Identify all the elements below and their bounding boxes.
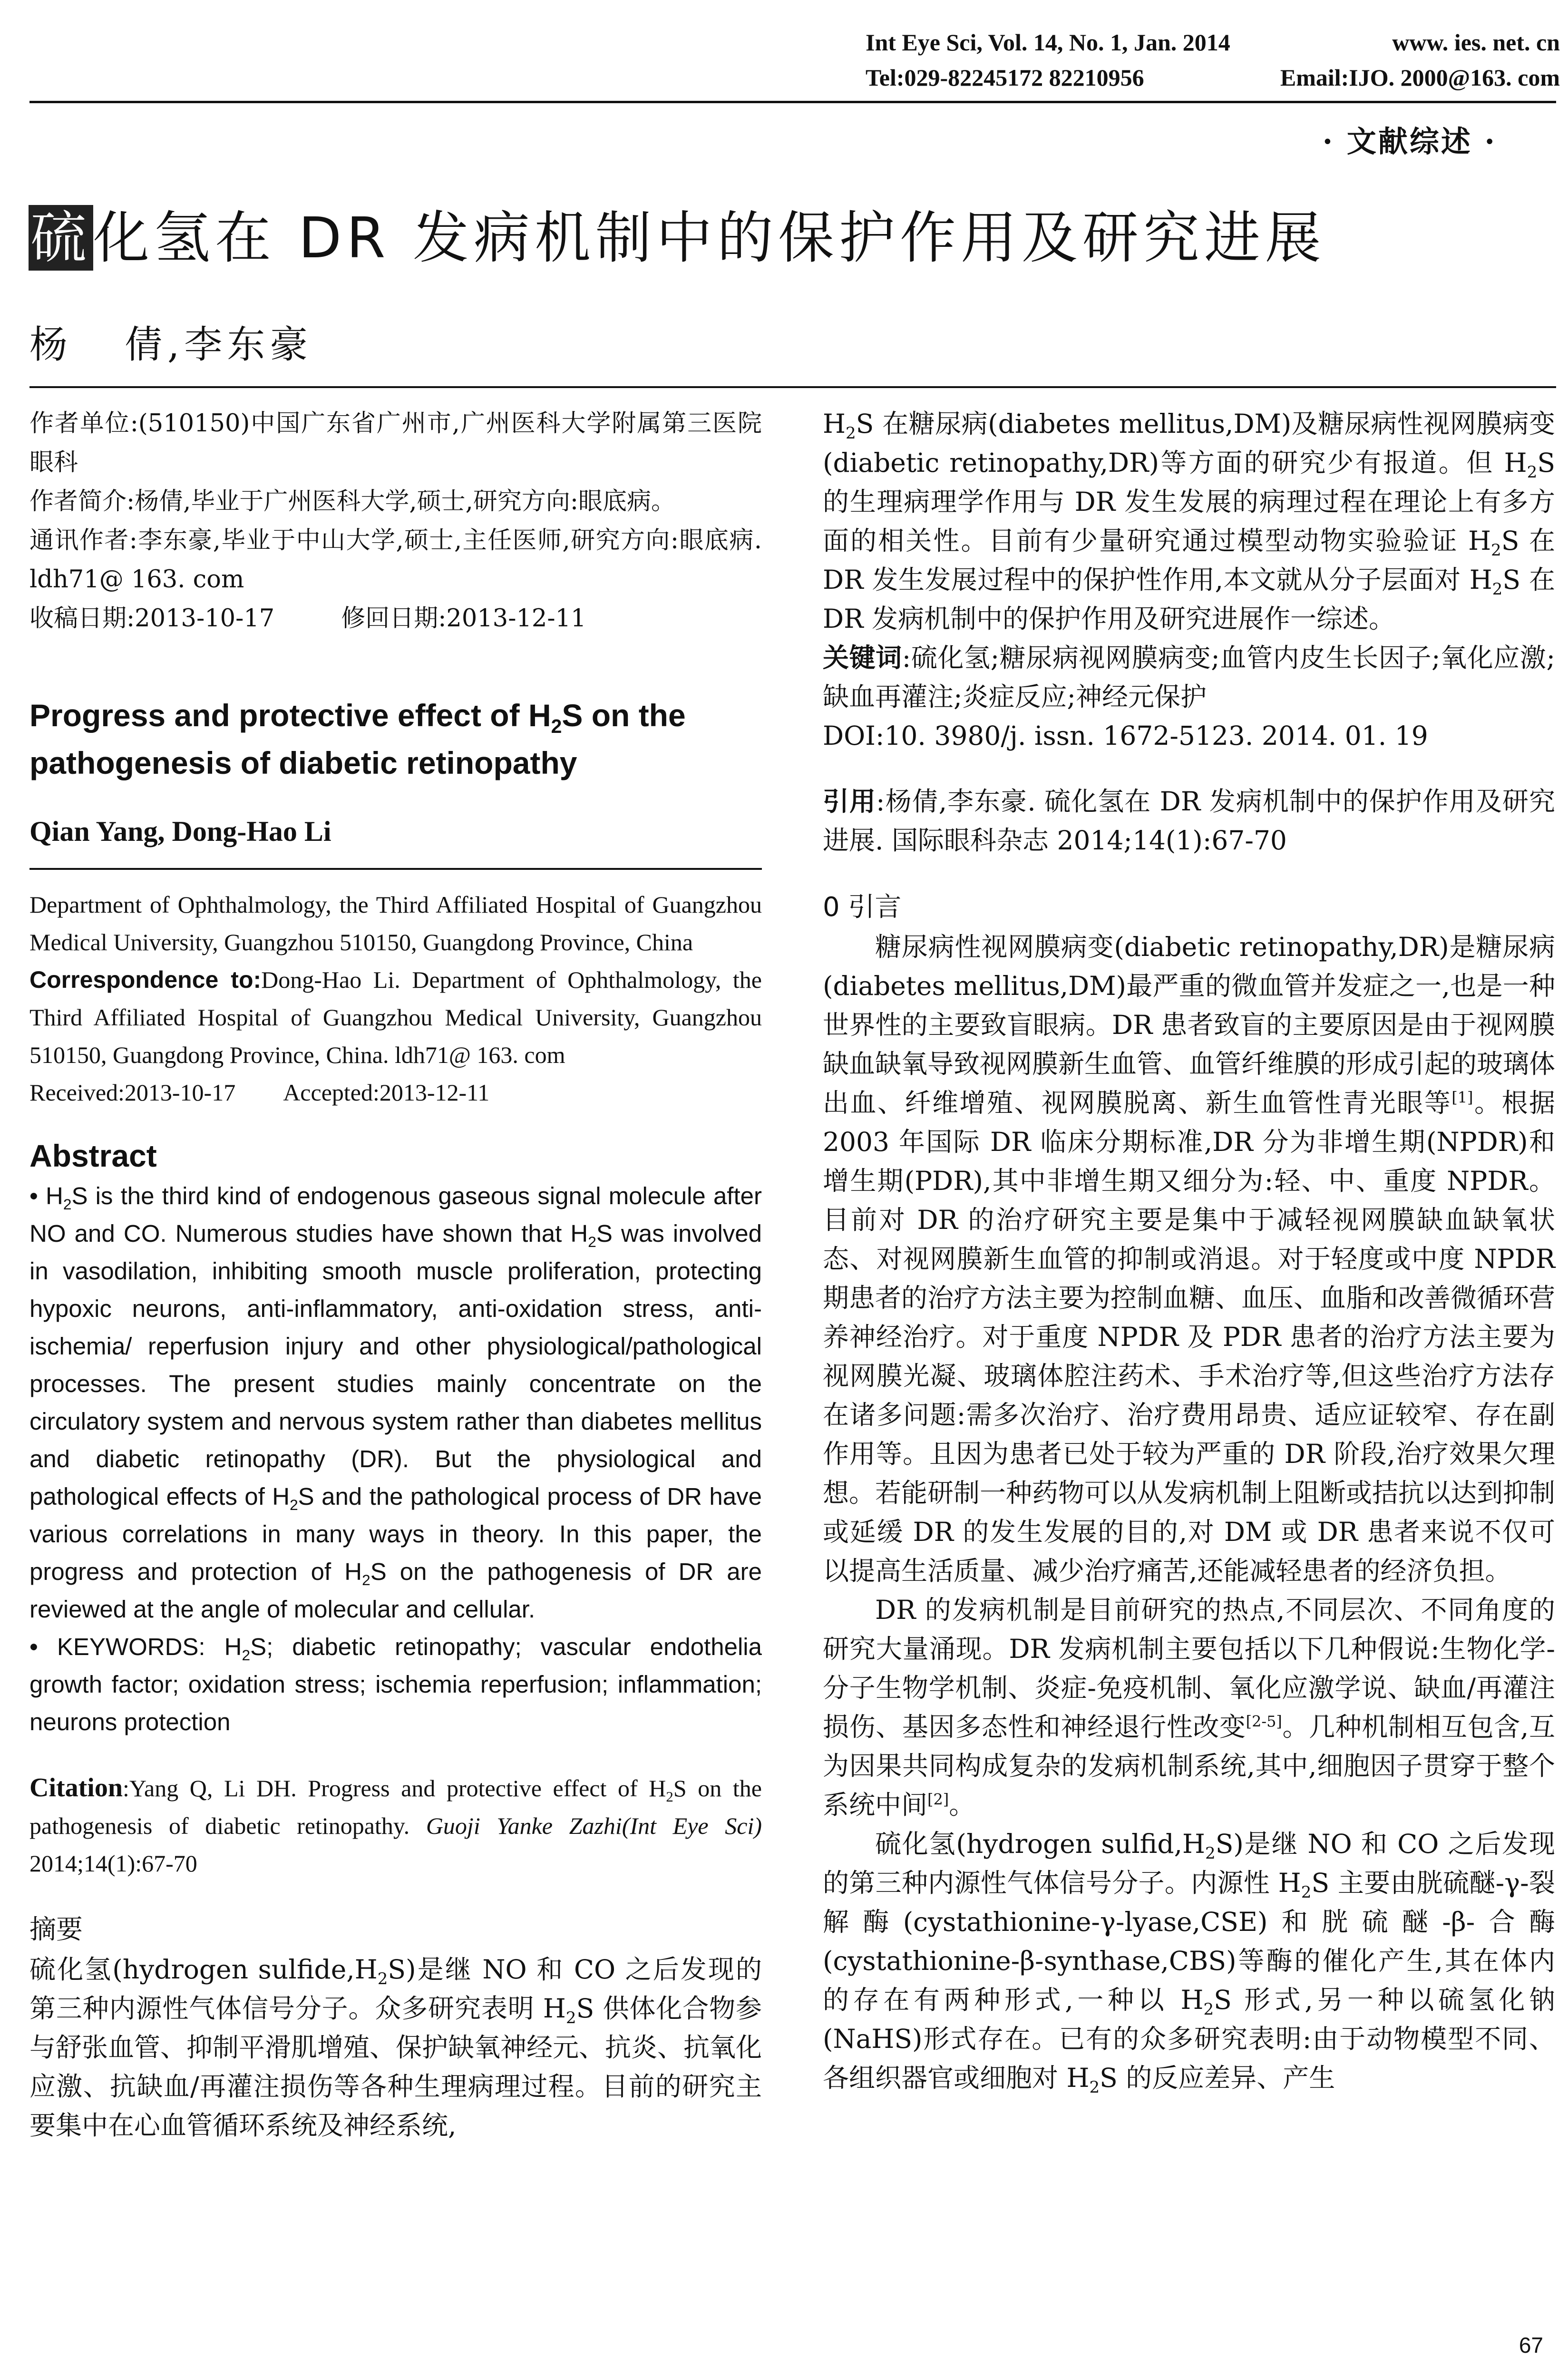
corresponding-author: 通讯作者:李东豪,毕业于中山大学,硕士,主任医师,研究方向:眼底病. ldh71@ 163. com	[29, 526, 762, 594]
keywords-label: 关键词	[823, 643, 902, 673]
running-header	[866, 25, 1560, 95]
page-number: 67	[1519, 2333, 1543, 2358]
article-title	[29, 200, 1326, 276]
zh-abstract-continued: $H_2S$ 在糖尿病(diabetes mellitus,DM)及糖尿病性视网膜病变(diabetic retinopathy,DR)等方面的研究少有报道。但 $H_2S$ 的生理病理学作用与 DR 发生发展的病理过程在理论上有多方面的相关性。目前有少量研究通过模型动物实验验证 $H_2S$ 在 DR 发生发展过程中的保护性作用,本文就从分子层面对 $H_2S$ 在 DR 发病机制中的保护作用及研究进展作一综述。	[823, 409, 1555, 634]
right-column	[823, 404, 1555, 2097]
ref-1[interactable]: [1]	[1451, 1088, 1473, 1107]
dates-en	[29, 1074, 762, 1111]
title-rest: 化氢在 DR 发病机制中的保护作用及研究进展	[93, 205, 1326, 271]
title-first-char: 硫	[29, 205, 93, 271]
intro-heading: 0 引言	[823, 892, 902, 923]
title-rule	[29, 386, 1556, 388]
left-column	[29, 404, 762, 2145]
accepted-en: Accepted:2013-12-11	[283, 1079, 490, 1106]
intro-paragraph-1: 糖尿病性视网膜病变(diabetic retinopathy,DR)是糖尿病(diabetes mellitus,DM)最严重的微血管并发症之一,也是一种世界性的主要致盲眼病。DR 患者致盲的主要原因是由于视网膜缺血缺氧导致视网膜新生血管、血管纤维膜的形成引起的玻璃体出血、纤维增殖、视网膜脱离、新生血管性青光眼等[1]。根据 2003 年国际 DR 临床分期标准,DR 分为非增生期(NPDR)和增生期(PDR),其中非增生期又细分为:轻、中、重度 NPDR。目前对 DR 的治疗研究主要是集中于减轻视网膜缺血缺氧状态、对视网膜新生血管的抑制或消退。对于轻度或中度 NPDR 期患者的治疗方法主要为控制血糖、血压、血脂和改善微循环营养神经治疗。对于重度 NPDR 及 PDR 患者的治疗方法主要为视网膜光凝、玻璃体腔注药术、手术治疗等,但这些治疗方法存在诸多问题:需多次治疗、治疗费用昂贵、适应证较窄、存在副作用等。且因为患者已处于较为严重的 DR 阶段,治疗效果欠理想。若能研制一种药物可以从发病机制上阻断或拮抗以达到抑制或延缓 DR 的发生发展的目的,对 DM 或 DR 患者来说不仅可以提高生活质量、减少治疗痛苦,还能减轻患者的经济负担。	[823, 932, 1556, 1586]
journal-website[interactable]: www. ies. net. cn	[1392, 29, 1560, 56]
affiliation: 作者单位:(510150)中国广东省广州市,广州医科大学附属第三医院眼科	[29, 409, 762, 477]
received-en: Received:2013-10-17	[29, 1079, 236, 1106]
english-affiliation	[29, 886, 762, 1111]
author-second: 倩,李东豪	[125, 322, 313, 367]
citation-zh: 引用:杨倩,李东豪. 硫化氢在 DR 发病机制中的保护作用及研究进展. 国际眼科杂志 2014;14(1):67-70	[823, 786, 1555, 856]
english-authors-rule	[29, 868, 762, 870]
english-authors: Qian Yang, Dong-Hao Li	[29, 816, 331, 847]
received-zh: 收稿日期:2013-10-17	[29, 604, 275, 633]
header-rule	[29, 101, 1556, 103]
author-info	[29, 404, 762, 638]
correspondence-en: Correspondence to:Dong-Hao Li. Department of Ophthalmology, the Third Affiliated Hospital of Guangzhou Medical University, Guangzhou 510150, Guangdong Province, China. ldh71@ 163. com	[29, 966, 762, 1068]
abstract-body	[29, 1177, 762, 1741]
ref-2-5[interactable]: [2-5]	[1246, 1712, 1282, 1731]
revised-zh: 修回日期:2013-12-11	[341, 604, 586, 633]
abstract-heading: Abstract	[29, 1138, 157, 1173]
journal-citation: Int Eye Sci, Vol. 14, No. 1, Jan. 2014	[866, 29, 1230, 56]
zh-abstract-heading: 摘要	[29, 1914, 83, 1945]
journal-tel: Tel:029-82245172 82210956	[866, 64, 1144, 91]
english-title: Progress and protective effect of $H_2S$ on the pathogenesis of diabetic retinopathy	[29, 698, 686, 780]
keywords-zh: 关键词:硫化氢;糖尿病视网膜病变;血管内皮生长因子;氧化应激;缺血再灌注;炎症反应;神经元保护	[823, 643, 1555, 712]
abstract-keywords: • KEYWORDS: $H_2S$; diabetic retinopathy; vascular endothelia growth factor; oxidation stress; ischemia reperfusion; inflammation; neurons protection	[29, 1633, 762, 1735]
dates-zh	[29, 599, 762, 638]
author-first: 杨	[29, 322, 72, 367]
intro-body	[823, 927, 1555, 2097]
zh-abstract-text: 硫化氢(hydrogen $sulfide,H_2S$)是继 NO 和 CO 之后发现的第三种内源性气体信号分子。众多研究表明 $H_2S$ 供体化合物参与舒张血管、抑制平滑肌增殖、保护缺氧神经元、抗炎、抗氧化应激、抗缺血/再灌注损伤等各种生理病理过程。目前的研究主要集中在心血管循环系统及神经系统,	[29, 1954, 762, 2141]
doi[interactable]: DOI:10. 3980/j. issn. 1672-5123. 2014. 01. 19	[823, 721, 1428, 751]
citation-zh-label: 引用	[823, 786, 877, 817]
section-tag: · 文献综述 ·	[1322, 124, 1497, 159]
journal-email[interactable]: Email:IJO. 2000@163. com	[1280, 64, 1560, 91]
ref-2[interactable]: [2]	[927, 1790, 949, 1809]
department-en: Department of Ophthalmology, the Third Affiliated Hospital of Guangzhou Medical University, Guangzhou 510150, Guangdong Province, China	[29, 891, 762, 955]
correspondence-label: Correspondence to:	[29, 966, 262, 993]
citation-label: Citation	[29, 1773, 123, 1802]
abstract-text: • $H_2S$ is the third kind of endogenous gaseous signal molecule after NO and CO. Numerous studies have shown that $H_2S$ was involved in vasodilation, inhibiting smooth muscle proliferation, protecting hypoxic neurons, anti-inflammatory, anti-oxidation stress, anti-ischemia/ reperfusion injury and other physiological/pathological processes. The present studies mainly concentrate on the circulatory system and nervous system rather than diabetes mellitus and diabetic retinopathy (DR). But the physiological and pathological effects of $H_2S$ and the pathological process of DR have various correlations in many ways in theory. In this paper, the progress and protection of $H_2S$ on the pathogenesis of DR are reviewed at the angle of molecular and cellular.	[29, 1182, 762, 1623]
citation-journal: Guoji Yanke Zazhi(Int Eye Sci)	[426, 1812, 762, 1839]
intro-paragraph-3: 硫化氢(hydrogen $sulfid,H_2S$)是继 NO 和 CO 之后发现的第三种内源性气体信号分子。内源性 $H_2S$ 主要由胱硫醚-γ-裂解酶(cystathionine-γ-lyase,CSE)和胱硫醚-β-合酶(cystathionine-β-synthase,CBS)等酶的催化产生,其在体内的存在有两种形式,一种以 $H_2S$ 形式,另一种以硫氢化钠(NaHS)形式存在。已有的众多研究表明:由于动物模型不同、各组织器官或细胞对 $H_2S$ 的反应差异、产生	[823, 1829, 1555, 2097]
citation-en: Citation:Yang Q, Li DH. Progress and protective effect of $H_2S$ on the pathogenesis of diabetic retinopathy. Guoji Yanke Zazhi(Int Eye Sci) 2014;14(1):67-70	[29, 1773, 762, 1877]
author-bio: 作者简介:杨倩,毕业于广州医科大学,硕士,研究方向:眼底病。	[29, 487, 676, 516]
article-authors	[29, 314, 312, 369]
intro-paragraph-2: DR 的发病机制是目前研究的热点,不同层次、不同角度的研究大量涌现。DR 发病机制主要包括以下几种假说:生物化学-分子生物学机制、炎症-免疫机制、氧化应激学说、缺血/再灌注损伤、基因多态性和神经退行性改变[2-5]。几种机制相互包含,互为因果共同构成复杂的发病机制系统,其中,细胞因子贯穿于整个系统中间[2]。	[823, 1595, 1555, 1820]
